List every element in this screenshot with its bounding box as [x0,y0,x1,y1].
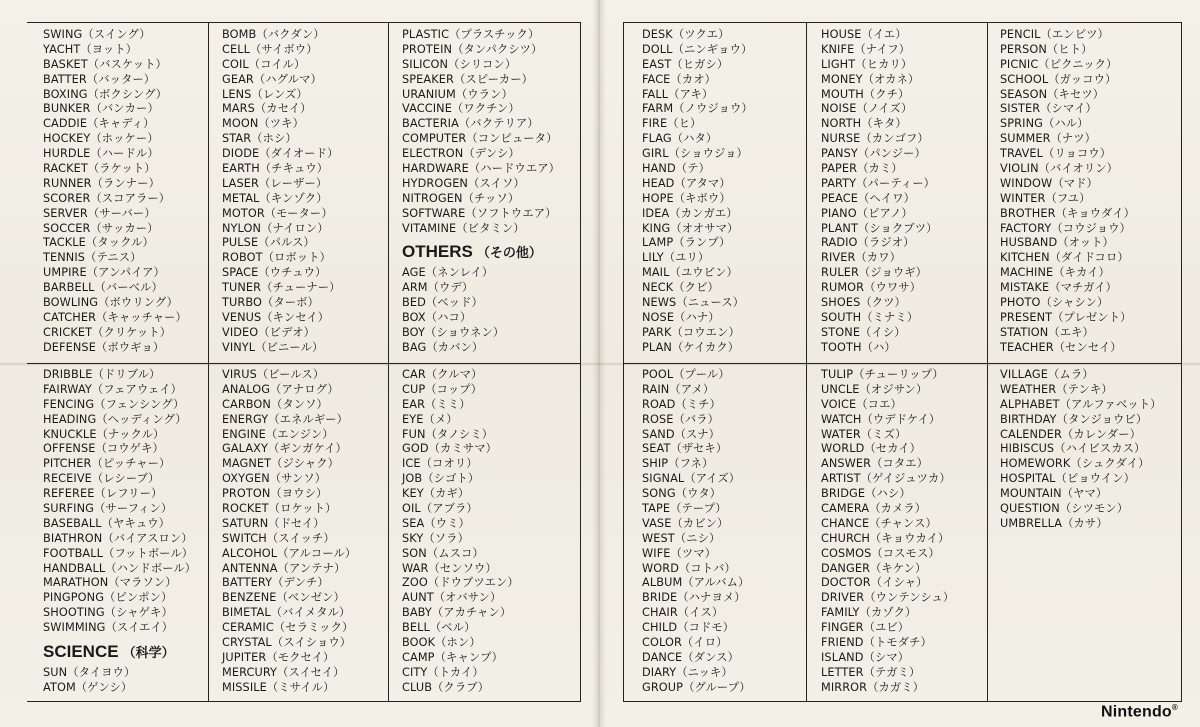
word-entry: STAR（ホシ） [222,132,297,146]
word-entry: PLAN（ケイカク） [642,340,740,354]
word-entry: BATTER（バッター） [43,72,156,86]
right-frame-bottom [623,701,1182,702]
word-entry: BASKET（バスケット） [43,57,167,71]
word-entry: SKY（ソラ） [402,531,469,545]
word-entry: UNCLE（オジサン） [821,382,928,396]
word-entry: ICE（コオリ） [402,457,478,471]
word-entry: KITCHEN（ダイドコロ） [1000,251,1129,265]
word-entry: ISLAND（シマ） [821,650,910,664]
word-entry: MONEY（オカネ） [821,72,920,86]
word-entry: GROUP（グループ） [642,680,751,694]
word-entry: NEWS（ニュース） [642,296,745,310]
word-entry: PROTEIN（タンパクシツ） [402,42,543,56]
registered-mark: ® [1171,702,1178,712]
word-entry: SOCCER（サッカー） [43,221,159,235]
word-entry: COIL（コイル） [222,57,306,71]
word-entry: TURBO（ターボ） [222,296,319,310]
word-entry: FALL（アキ） [642,87,714,101]
word-entry: CAMERA（カメラ） [821,502,927,516]
word-entry: ANALOG（アナログ） [222,382,339,396]
word-entry: SHIP（フネ） [642,457,714,471]
word-entry: RAIN（アメ） [642,382,715,396]
word-entry: SCORER（スコアラー） [43,191,171,205]
word-entry: CUP（コップ） [402,382,483,396]
others-heading-jp: （その他） [476,245,542,261]
word-entry: DIODE（ダイオード） [222,147,339,161]
left-col3-top [402,28,560,356]
word-entry: HEAD（アタマ） [642,176,731,190]
left-col1-top [43,28,187,356]
word-entry: RACKET（ラケット） [43,162,156,176]
word-entry: HAND（テ） [642,162,710,176]
word-entry: PHOTO（シャシン） [1000,296,1109,310]
word-entry: SPEAKER（スピーカー） [402,72,534,86]
word-entry: METAL（キンゾク） [222,191,328,205]
left-section-divider [27,363,580,364]
word-entry: REFEREE（レフリー） [43,487,163,501]
word-entry: HUSBAND（オット） [1000,236,1114,250]
word-entry: WEST（ニシ） [642,531,721,545]
word-entry: RUMOR（ウワサ） [821,281,922,295]
word-entry: LENS（レンズ） [222,87,308,101]
word-entry: BARBELL（バーベル） [43,281,163,295]
word-entry: BOMB（バクダン） [222,28,325,41]
word-entry: TUNER（チューナー） [222,281,341,295]
word-entry: ANTENNA（アンテナ） [222,561,346,575]
nintendo-logo-text: Nintendo [1100,703,1172,720]
word-entry: TEACHER（センセイ） [1000,340,1122,354]
word-entry: HOMEWORK（シュクダイ） [1000,457,1150,471]
word-entry: FACE（カオ） [642,72,717,86]
word-entry: BROTHER（キョウダイ） [1000,206,1136,220]
word-entry: FARM（ノウジョウ） [642,102,753,116]
word-entry: HOPE（キボウ） [642,191,731,205]
word-entry: BOOK（ホン） [402,636,481,650]
word-entry: SEAT（ザセキ） [642,442,728,456]
word-entry: BOWLING（ボウリング） [43,296,179,310]
word-entry: GEAR（ハグルマ） [222,72,322,86]
word-entry: URANIUM（ウラン） [402,87,513,101]
word-entry: NOSE（ハナ） [642,310,720,324]
left-col1-after-heading-list [43,666,196,696]
word-entry: MIRROR（カガミ） [821,680,925,694]
left-col2-top [222,28,341,356]
word-entry: ENGINE（エンジン） [222,427,334,441]
word-entry: COSMOS（コスモス） [821,546,940,560]
right-column-divider-2 [987,22,988,702]
word-entry: CHILD（コドモ） [642,621,735,635]
word-entry: CADDIE（キャディ） [43,117,155,131]
left-frame-right [580,22,581,702]
word-entry: WORD（コトバ） [642,561,736,575]
word-entry: ENERGY（エネルギー） [222,412,349,426]
others-heading [402,240,560,264]
word-entry: ROCKET（ロケット） [222,502,337,516]
word-entry: MAIL（ユウビン） [642,266,738,280]
word-entry: STATION（エキ） [1000,325,1094,339]
word-entry: RECEIVE（レシーブ） [43,472,160,486]
word-entry: ARTIST（ゲイジュツカ） [821,472,951,486]
word-entry: ALPHABET（アルファベット） [1000,397,1162,411]
right-col2-bottom [821,368,954,696]
left-col3-bottom [402,368,519,696]
word-entry: SEA（ウミ） [402,516,470,530]
word-entry: HEADING（ヘッディング） [43,412,187,426]
word-entry: NYLON（ナイロン） [222,221,329,235]
word-entry: PERSON（ヒト） [1000,42,1093,56]
word-entry: UMBRELLA（カサ） [1000,516,1108,530]
word-entry: RADIO（ラジオ） [821,236,915,250]
word-entry: PANSY（パンジー） [821,147,926,161]
word-entry: SWITCH（スイッチ） [222,531,335,545]
word-entry: FRIEND（トモダチ） [821,636,932,650]
word-entry: SUN（タイヨウ） [43,666,136,680]
word-entry: FACTORY（コウジョウ） [1000,221,1131,235]
word-entry: OFFENSE（コウゲキ） [43,442,164,456]
word-entry: VILLAGE（ムラ） [1000,368,1094,381]
word-entry: SAND（スナ） [642,427,721,441]
word-entry: FINGER（ユビ） [821,621,910,635]
word-entry: SIGNAL（アイズ） [642,472,741,486]
word-entry: PAPER（カミ） [821,162,903,176]
nintendo-logo [1101,703,1178,721]
word-entry: SPACE（ウチュウ） [222,266,327,280]
right-frame-top [623,22,1182,23]
word-entry: SONG（ウタ） [642,487,722,501]
word-entry: SISTER（シマイ） [1000,102,1097,116]
word-entry: NITROGEN（チッソ） [402,191,520,205]
word-entry: QUESTION（シツモン） [1000,502,1129,516]
word-entry: BACTERIA（バクテリア） [402,117,539,131]
word-entry: TENNIS（テニス） [43,251,142,265]
word-entry: MERCURY（スイセイ） [222,665,345,679]
word-entry: POOL（プール） [642,368,730,381]
science-heading [43,640,196,664]
word-entry: VIOLIN（バイオリン） [1000,162,1119,176]
left-frame-bottom [27,701,580,702]
word-entry: FIRE（ヒ） [642,117,702,131]
word-entry: CRICKET（クリケット） [43,325,172,339]
word-entry: SILICON（シリコン） [402,57,517,71]
word-entry: MAGNET（ジシャク） [222,457,339,471]
word-entry: RIVER（カワ） [821,251,901,265]
word-entry: CRYSTAL（スイショウ） [222,636,352,650]
book-spine [592,0,606,727]
word-entry: SPRING（ハル） [1000,117,1089,131]
word-entry: OIL（アブラ） [402,502,478,516]
word-entry: SERVER（サーバー） [43,206,156,220]
word-entry: VIDEO（ビデオ） [222,325,316,339]
science-heading-text: SCIENCE [43,642,119,662]
others-heading-text: OTHERS [402,242,473,262]
word-entry: MISSILE（ミサイル） [222,680,335,694]
right-col3-bottom [1000,368,1162,532]
word-entry: SATURN（ドセイ） [222,516,325,530]
word-entry: LETTER（テガミ） [821,665,921,679]
word-entry: PENCIL（エンピツ） [1000,28,1109,41]
word-entry: NOISE（ノイズ） [821,102,913,116]
word-entry: MOUNTAIN（ヤマ） [1000,487,1108,501]
word-entry: WEATHER（テンキ） [1000,382,1113,396]
word-entry: GALAXY（ギンガケイ） [222,442,347,456]
word-entry: FAIRWAY（フェアウェイ） [43,382,183,396]
word-entry: NORTH（キタ） [821,117,907,131]
word-entry: PICNIC（ピクニック） [1000,57,1118,71]
word-entry: ROAD（ミチ） [642,397,721,411]
word-entry: BRIDGE（ハシ） [821,487,911,501]
word-entry: BIRTHDAY（タンジョウビ） [1000,412,1148,426]
word-entry: CAMP（キャンプ） [402,650,504,664]
word-entry: ALCOHOL（アルコール） [222,546,357,560]
word-entry: BAG（カバン） [402,340,484,354]
word-entry: BRIDE（ハナヨメ） [642,591,746,605]
word-entry: YACHT（ヨット） [43,42,138,56]
word-entry: FENCING（フェンシング） [43,397,185,411]
word-entry: ALBUM（アルバム） [642,576,750,590]
word-entry: ARM（ウデ） [402,281,474,295]
word-entry: AGE（ネンレイ） [402,266,494,280]
word-entry: HOUSE（イエ） [821,28,907,41]
science-heading-jp: （科学） [122,645,175,661]
word-entry: PINGPONG（ピンポン） [43,591,173,605]
left-col3-after-heading-list [402,266,560,355]
word-entry: CLUB（クラブ） [402,680,490,694]
word-entry: HANDBALL（ハンドボール） [43,561,197,575]
word-entry: CHURCH（キョウカイ） [821,531,950,545]
word-entry: TAPE（テープ） [642,502,727,516]
word-entry: PRESENT（プレゼント） [1000,310,1132,324]
word-entry: CARBON（タンソ） [222,397,328,411]
word-entry: MOUTH（クチ） [821,87,910,101]
word-entry: WIFE（ツマ） [642,546,717,560]
word-entry: MARS（カセイ） [222,102,312,116]
word-entry: HOCKEY（ホッケー） [43,132,159,146]
word-entry: BOY（ショウネン） [402,326,505,340]
right-col1-bottom [642,368,751,696]
word-entry: CERAMIC（セラミック） [222,621,354,635]
word-entry: SHOOTING（シャゲキ） [43,606,173,620]
word-entry: SCHOOL（ガッコウ） [1000,72,1117,86]
word-entry: STONE（イシ） [821,325,906,339]
word-entry: PIANO（ピアノ） [821,206,913,220]
word-entry: KEY（カギ） [402,487,470,501]
word-entry: EAR（ミミ） [402,397,471,411]
word-entry: DANCE（ダンス） [642,650,739,664]
word-entry: PARTY（パーティー） [821,176,936,190]
word-entry: DOCTOR（イシャ） [821,576,928,590]
word-entry: SUMMER（ナツ） [1000,132,1096,146]
right-col2-top [821,28,938,356]
word-entry: BATTERY（デンチ） [222,576,329,590]
word-entry: MOON（ツキ） [222,117,304,131]
word-entry: LASER（レーザー） [222,176,328,190]
word-entry: VINYL（ビニール） [222,340,324,354]
word-entry: SOFTWARE（ソフトウエア） [402,206,557,220]
word-entry: VOICE（コエ） [821,397,902,411]
word-entry: GOD（カミサマ） [402,442,498,456]
word-entry: DESK（ツクエ） [642,28,730,41]
word-entry: SHOES（クツ） [821,296,906,310]
word-entry: BUNKER（バンカー） [43,102,159,116]
word-entry: ZOO（ドウブツエン） [402,576,519,590]
word-entry: JOB（シゴト） [402,472,480,486]
word-entry: BENZENE（ベンゼン） [222,591,345,605]
word-entry: SEASON（キセツ） [1000,87,1105,101]
word-entry: CELL（サイボウ） [222,42,318,56]
word-entry: TACKLE（タックル） [43,236,154,250]
word-entry: SWIMMING（スイエイ） [43,621,174,635]
word-entry: CALENDER（カレンダー） [1000,427,1142,441]
word-entry: LILY（ユリ） [642,251,710,265]
word-entry: ANSWER（コタエ） [821,457,929,471]
word-entry: KNUCKLE（ナックル） [43,427,165,441]
word-entry: RULER（ジョウギ） [821,266,928,280]
word-entry: BELL（ベル） [402,621,476,635]
word-entry: BOX（ハコ） [402,311,472,325]
word-entry: DANGER（キケン） [821,561,927,575]
left-col1-bottom [43,368,196,696]
word-entry: AUNT（オバサン） [402,591,502,605]
word-entry: CHAIR（イス） [642,606,724,620]
word-entry: DOLL（ニンギョウ） [642,42,753,56]
left-col2-bottom [222,368,356,696]
word-entry: MISTAKE（マチガイ） [1000,281,1118,295]
word-entry: FUN（タノシミ） [402,427,494,441]
right-column-divider-1 [806,22,807,702]
word-entry: IDEA（カンガエ） [642,206,738,220]
right-section-divider [623,363,1182,364]
word-entry: DRIBBLE（ドリブル） [43,368,161,381]
word-entry: BED（ベッド） [402,296,483,310]
word-entry: SOUTH（ミナミ） [821,310,919,324]
word-entry: VITAMINE（ビタミン） [402,221,525,235]
word-entry: TOOTH（ハ） [821,340,896,354]
word-entry: CHANCE（チャンス） [821,516,937,530]
word-entry: BIMETAL（バイメタル） [222,606,351,620]
word-entry: HIBISCUS（ハイビスカス） [1000,442,1146,456]
word-entry: MOTOR（モーター） [222,206,333,220]
word-entry: DRIVER（ウンテンシュ） [821,591,955,605]
word-entry: FAMILY（カゾク） [821,606,917,620]
word-entry: PARK（コウエン） [642,325,740,339]
word-entry: ROSE（バラ） [642,412,720,426]
word-entry: EYE（メ） [402,412,458,426]
word-entry: PULSE（パルス） [222,236,315,250]
word-entry: HURDLE（ハードル） [43,147,159,161]
word-entry: PITCHER（ピッチャー） [43,457,171,471]
word-entry: FLAG（ハタ） [642,132,718,146]
word-entry: EAST（ヒガシ） [642,57,729,71]
right-frame-left [623,22,624,702]
word-entry: PLANT（ショクブツ） [821,221,938,235]
word-entry: BIATHRON（バイアスロン） [43,531,193,545]
right-col1-top [642,28,753,356]
word-entry: VACCINE（ワクチン） [402,102,520,116]
word-entry: LAMP（ランプ） [642,236,731,250]
left-frame-top [27,22,580,23]
word-entry: VASE（カビン） [642,516,729,530]
word-entry: UMPIRE（アンパイア） [43,266,165,280]
word-entry: ELECTRON（デンシ） [402,147,520,161]
word-entry: PLASTIC（プラスチック） [402,28,540,41]
word-entry: JUPITER（モクセイ） [222,650,335,664]
word-entry: WINTER（フユ） [1000,191,1091,205]
word-entry: PEACE（ヘイワ） [821,191,915,205]
word-entry: MARATHON（マラソン） [43,576,177,590]
word-entry: COMPUTER（コンピュータ） [402,132,558,146]
word-entry: WAR（センソウ） [402,561,497,575]
word-entry: BASEBALL（ヤキュウ） [43,516,171,530]
word-entry: SURFING（サーフィン） [43,502,173,516]
word-entry: COLOR（イロ） [642,636,728,650]
word-entry: HYDROGEN（スイソ） [402,176,525,190]
word-entry: RUNNER（ランナー） [43,176,160,190]
word-entry: OXYGEN（サンソ） [222,472,327,486]
word-entry: ATOM（ゲンシ） [43,680,133,694]
word-entry: WATCH（ウデドケイ） [821,412,941,426]
word-entry: SON（ムスコ） [402,546,484,560]
word-entry: SWING（スイング） [43,28,151,41]
word-entry: NURSE（カンゴフ） [821,132,929,146]
left-column-divider-1 [208,22,209,702]
word-entry: ROBOT（ロボット） [222,251,331,265]
word-entry: WATER（ミズ） [821,427,907,441]
word-entry: VIRUS（ビールス） [222,368,325,381]
left-col1-bottom-list [43,368,196,636]
right-frame-right [1181,22,1182,702]
word-entry: BABY（アカチャン） [402,606,512,620]
word-entry: NECK（クビ） [642,281,719,295]
word-entry: CAR（クルマ） [402,368,483,381]
word-entry: PROTON（ヨウシ） [222,487,328,501]
word-entry: HARDWARE（ハードウエア） [402,162,561,176]
left-col3-top-list [402,28,560,236]
word-entry: CATCHER（キャッチャー） [43,310,187,324]
right-col3-top [1000,28,1135,356]
word-entry: EARTH（チキュウ） [222,162,329,176]
word-entry: WORLD（セカイ） [821,442,922,456]
word-entry: KING（オオサマ） [642,221,739,235]
left-column-divider-2 [388,22,389,702]
word-entry: HOSPITAL（ビョウイン） [1000,472,1135,486]
word-entry: DIARY（ニッキ） [642,665,733,679]
word-entry: MACHINE（キカイ） [1000,266,1110,280]
word-entry: BOXING（ボクシング） [43,87,168,101]
word-entry: GIRL（ショウジョ） [642,147,748,161]
word-entry: TRAVEL（リョコウ） [1000,147,1112,161]
word-entry: WINDOW（マド） [1000,176,1098,190]
word-entry: DEFENSE（ボウギョ） [43,340,165,354]
word-entry: CITY（トカイ） [402,665,484,679]
word-entry: LIGHT（ヒカリ） [821,57,913,71]
word-entry: VENUS（キンセイ） [222,310,330,324]
word-entry: TULIP（チューリップ） [821,368,944,381]
word-entry: KNIFE（ナイフ） [821,42,911,56]
word-entry: FOOTBALL（フットボール） [43,546,194,560]
